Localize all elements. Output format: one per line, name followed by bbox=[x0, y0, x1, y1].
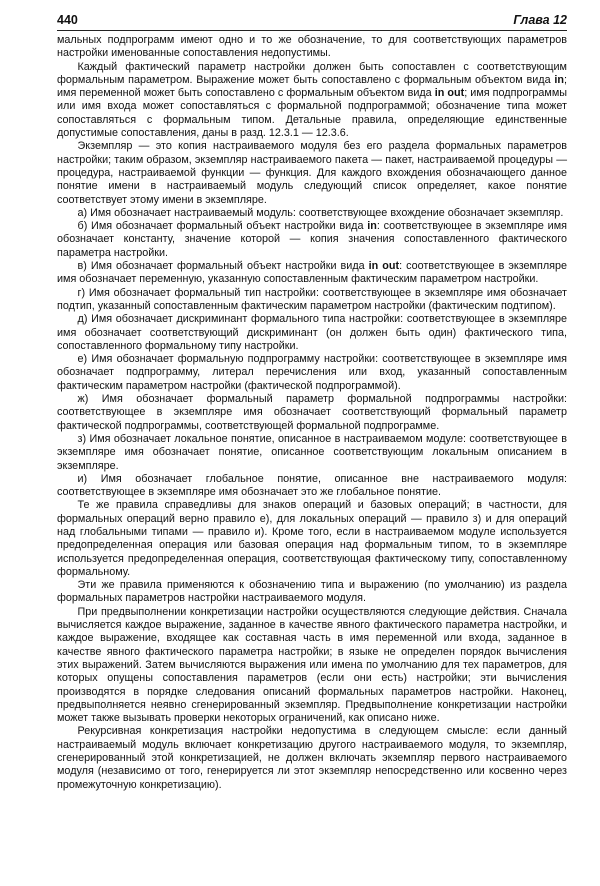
paragraph: Экземпляр — это копия настраиваемого модуля без его раздела формальных параметров настройки; таким образом, экземпляр настраиваемого пакета — пакет, настраиваемой процедуры — процедура, настраиваемой функции — функция. Для каждого вхождения обозначающего данное понятие имени в настраиваемый модуль следующий список определяет, какое понятие соответствует этому имени в экземпляре. bbox=[57, 140, 567, 206]
page-header bbox=[57, 11, 567, 29]
list-item-g: г) Имя обозначает формальный тип настройки: соответствующее в экземпляре имя обозначает подтип, указанный сопоставленным фактическим параметром настройки (фактическим подтипом). bbox=[57, 286, 567, 312]
chapter-title: Глава 12 bbox=[513, 13, 567, 27]
page-body bbox=[57, 34, 567, 792]
list-item-i: и) Имя обозначает глобальное понятие, описанное вне настраиваемого модуля: соответствующее в экземпляре имя обозначает это же глобальное понятие. bbox=[57, 472, 567, 499]
header-rule bbox=[57, 30, 567, 31]
list-item-d: д) Имя обозначает дискриминант формального типа настройки: соответствующее в экземпляре имя обозначает соответствующий дискриминант (он должен быть один) фактического типа, сопоставленного формальному типу настройки. bbox=[57, 313, 567, 352]
paragraph: мальных подпрограмм имеют одно и то же обозначение, то для соответствующих параметров настройки именованные сопоставления недопустимы. bbox=[57, 34, 567, 60]
page-number: 440 bbox=[57, 13, 78, 27]
paragraph: Каждый фактический параметр настройки должен быть сопоставлен с соответствующим формальным параметром. Выражение может быть сопоставлено с формальным объектом вида in; имя переменной может быть сопоставлено с формальным объектом вида in out; имя подпрограммы или имя входа может сопоставляться с формальной подпрограммой; обозначение типа может сопоставляться с формальным типом. Детальные правила, определяющие единственные допустимые сопоставления, даны в разд. 12.3.1 — 12.3.6. bbox=[57, 60, 568, 140]
list-item-b: б) Имя обозначает формальный объект настройки вида in: соответствующее в экземпляре имя обозначает константу, значение которой — копия значения сопоставленного фактического параметра настройки. bbox=[57, 220, 567, 259]
paragraph: Рекурсивная конкретизация настройки недопустима в следующем смысле: если данный настраиваемый модуль включает конкретизацию другого настраиваемого модуля, то экземпляр, сгенерированный этой конкретизацией, не должен включать экземпляр первого настраиваемого модуля (независимо от того, генерируется ли этот экземпляр непосредственно или косвенно через промежуточную конкретизацию). bbox=[57, 725, 567, 791]
list-item-z: з) Имя обозначает локальное понятие, описанное в настраиваемом модуле: соответствующее в экземпляре имя обозначает понятие, описанное соответствующим локальным описанием в экземпляре. bbox=[57, 432, 567, 472]
paragraph: Эти же правила применяются к обозначению типа и выражению (по умолчанию) из раздела формальных параметров настройки настраиваемого модуля. bbox=[57, 579, 567, 605]
list-item-v: в) Имя обозначает формальный объект настройки вида in out: соответствующее в экземпляре имя обозначает переменную, указанную сопоставленным фактическим параметром настройки. bbox=[57, 260, 567, 286]
list-item-zh: ж) Имя обозначает формальный параметр формальной подпрограммы настройки: соответствующее в экземпляре имя обозначает соответствующий формальный параметр фактической подпрограммы, соответствующей формальной подпрограмме. bbox=[57, 393, 567, 432]
list-item-a: а) Имя обозначает настраиваемый модуль: соответствующее вхождение обозначает экземпляр. bbox=[77, 206, 564, 219]
paragraph: Те же правила справедливы для знаков операций и базовых операций; в частности, для формальных операций верно правило е), для локальных операций — правило з) и для операций над глобальными типами — правило и). Кроме того, если в настраиваемом модуле используется предопределенная операция или базовая операция над формальным типом, то в экземпляре используется предопределенная операция, соответствующая фактическому типу, сопоставленному формальному. bbox=[57, 499, 567, 578]
paragraph: При предвыполнении конкретизации настройки осуществляются следующие действия. Сначала вычисляется каждое выражение, заданное в качестве явного фактического параметра настройки, и каждое выражение, входящее как составная часть в имя переменной или входа, заданное в качестве явного фактического параметра настройки; в языке не определен порядок вычисления этих выражений. Затем вычисляются выражения или имена по умолчанию для тех параметров, для которых опущены сопоставления параметров (если они есть) настройки; эти вычисления производятся в порядке следования описаний формальных параметров настройки. Наконец, предвыполняется неявно сгенерированный экземпляр. Предвыполнение конкретизации настройки может также вызывать проверки некоторых ограничений, как описано ниже. bbox=[57, 605, 567, 725]
list-item-e: е) Имя обозначает формальную подпрограмму настройки: соответствующее в экземпляре имя обозначает подпрограмму, литерал перечисления или вход, указанный сопоставленным фактическим параметром настройки (фактической подпрограммой). bbox=[57, 353, 567, 392]
